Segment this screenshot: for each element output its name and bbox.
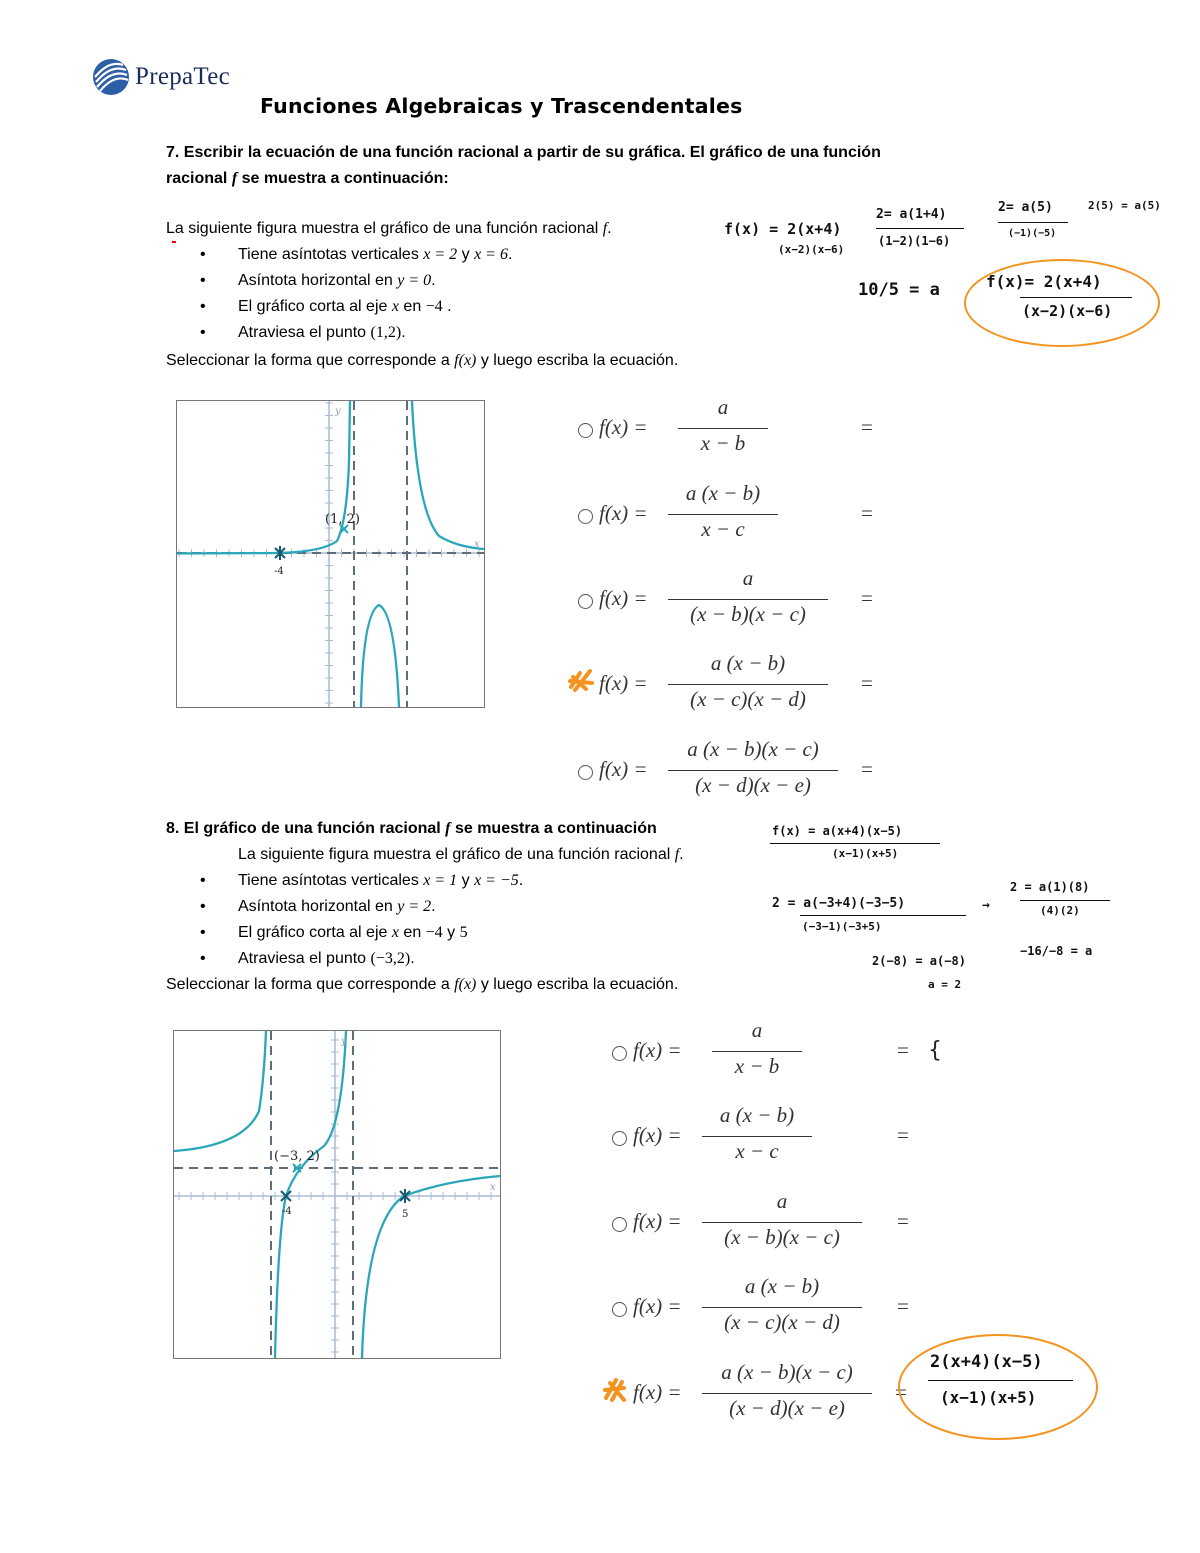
q7-equals-1: = (861, 415, 873, 439)
q8-option-1[interactable]: f(x) = a x − b = { (612, 1018, 942, 1088)
q8-condition-point: • Atraviesa el punto (−3,2). (166, 946, 523, 972)
q8-equals-2: = (897, 1123, 909, 1147)
q7-graph (176, 400, 485, 708)
q7-title-line2: racional f se muestra a continuación: (166, 170, 449, 187)
q7-x-axis-label: x (474, 539, 480, 550)
q7-option-2-radio[interactable] (578, 509, 593, 524)
q7-condition-point: • Atraviesa el punto (1,2). (166, 320, 512, 346)
q8-equals-5: = (895, 1380, 907, 1404)
q7-y-axis-label: y (335, 406, 341, 417)
q8-x-intercept-label-2: 5 (402, 1209, 409, 1220)
q8-intro: La siguiente figura muestra el gráfico de una función racional f. (238, 846, 684, 863)
q7-instruction: Seleccionar la forma que corresponde a f(x) y luego escriba la ecuación. (166, 352, 679, 369)
q7-condition-horizontal-asymptote: • Asíntota horizontal en y = 0. (166, 268, 512, 294)
q7-equals-5: = (861, 757, 873, 781)
q7-option-4-selected[interactable]: f(x) = a (x − b) (x − c)(x − d) = (578, 651, 878, 721)
q8-y-axis-label: y (341, 1036, 347, 1047)
q8-option-3[interactable]: f(x) = a (x − b)(x − c) = (612, 1189, 942, 1259)
document-title: Funciones Algebraicas y Trascendentales (260, 94, 743, 118)
arrow-1: → (982, 898, 990, 913)
q8-option-4[interactable]: f(x) = a (x − b) (x − c)(x − d) = (612, 1274, 942, 1344)
q7-condition-x-intercept: • El gráfico corta al eje x en −4 . (166, 294, 512, 320)
q7-equals-2: = (861, 501, 873, 525)
q8-equals-1: = (897, 1038, 909, 1062)
q7-condition-vertical-asymptotes: • Tiene asíntotas verticales x = 2 y x = 6. (166, 242, 512, 268)
q8-option-4-radio[interactable] (612, 1302, 627, 1317)
handwritten-check-mark-icon (568, 667, 596, 693)
q8-x-axis-label: x (490, 1182, 496, 1193)
q8-option-3-radio[interactable] (612, 1217, 627, 1232)
q7-option-2[interactable]: f(x) = a (x − b) x − c = (578, 481, 878, 551)
q7-equals-3: = (861, 586, 873, 610)
q8-option-2[interactable]: f(x) = a (x − b) x − c = (612, 1103, 942, 1173)
q8-graph (173, 1030, 501, 1359)
prepatec-logo (92, 58, 252, 98)
q8-handwritten-brace: { (928, 1038, 942, 1063)
q7-option-5-radio[interactable] (578, 765, 593, 780)
globe-logo-icon (92, 58, 130, 96)
q7-x-intercept-label: -4 (274, 566, 284, 577)
brand-name: PrepaTec (135, 63, 231, 90)
q7-title: 7. Escribir la ecuación de una función racional a partir de su gráfica. El gráfico de una función (166, 144, 881, 161)
q7-point-label: (1, 2) (325, 512, 360, 527)
q7-option-5[interactable]: f(x) = a (x − b)(x − c) (x − d)(x − e) = (578, 737, 878, 807)
q8-equals-4: = (897, 1294, 909, 1318)
q8-conditions-list (166, 868, 523, 972)
q8-condition-x-intercepts: • El gráfico corta al eje x en −4 y 5 (166, 920, 523, 946)
q8-option-2-radio[interactable] (612, 1131, 627, 1146)
q8-answer-highlight (898, 1334, 1098, 1440)
q7-conditions-list (166, 242, 512, 346)
q8-option-1-radio[interactable] (612, 1046, 627, 1061)
q7-intro: La siguiente figura muestra el gráfico de una función racional f. (166, 220, 612, 237)
q8-condition-vertical-asymptotes: • Tiene asíntotas verticales x = 1 y x = −5. (166, 868, 523, 894)
q8-x-intercept-label-1: -4 (282, 1206, 292, 1217)
q7-option-3-radio[interactable] (578, 594, 593, 609)
q8-point-label: (−3, 2) (274, 1149, 320, 1164)
q7-option-1-radio[interactable] (578, 423, 593, 438)
q8-instruction: Seleccionar la forma que corresponde a f(x) y luego escriba la ecuación. (166, 976, 679, 993)
q7-equals-4: = (861, 671, 873, 695)
q7-option-1[interactable]: f(x) = a x − b = (578, 395, 878, 465)
q8-condition-horizontal-asymptote: • Asíntota horizontal en y = 2. (166, 894, 523, 920)
q8-option-5-selected[interactable]: f(x) = a (x − b)(x − c) (x − d)(x − e) = (612, 1360, 942, 1430)
q8-title: 8. El gráfico de una función racional f se muestra a continuación (166, 820, 657, 837)
handwritten-check-mark-icon (602, 1374, 630, 1404)
q7-option-3[interactable]: f(x) = a (x − b)(x − c) = (578, 566, 878, 636)
q8-equals-3: = (897, 1209, 909, 1233)
